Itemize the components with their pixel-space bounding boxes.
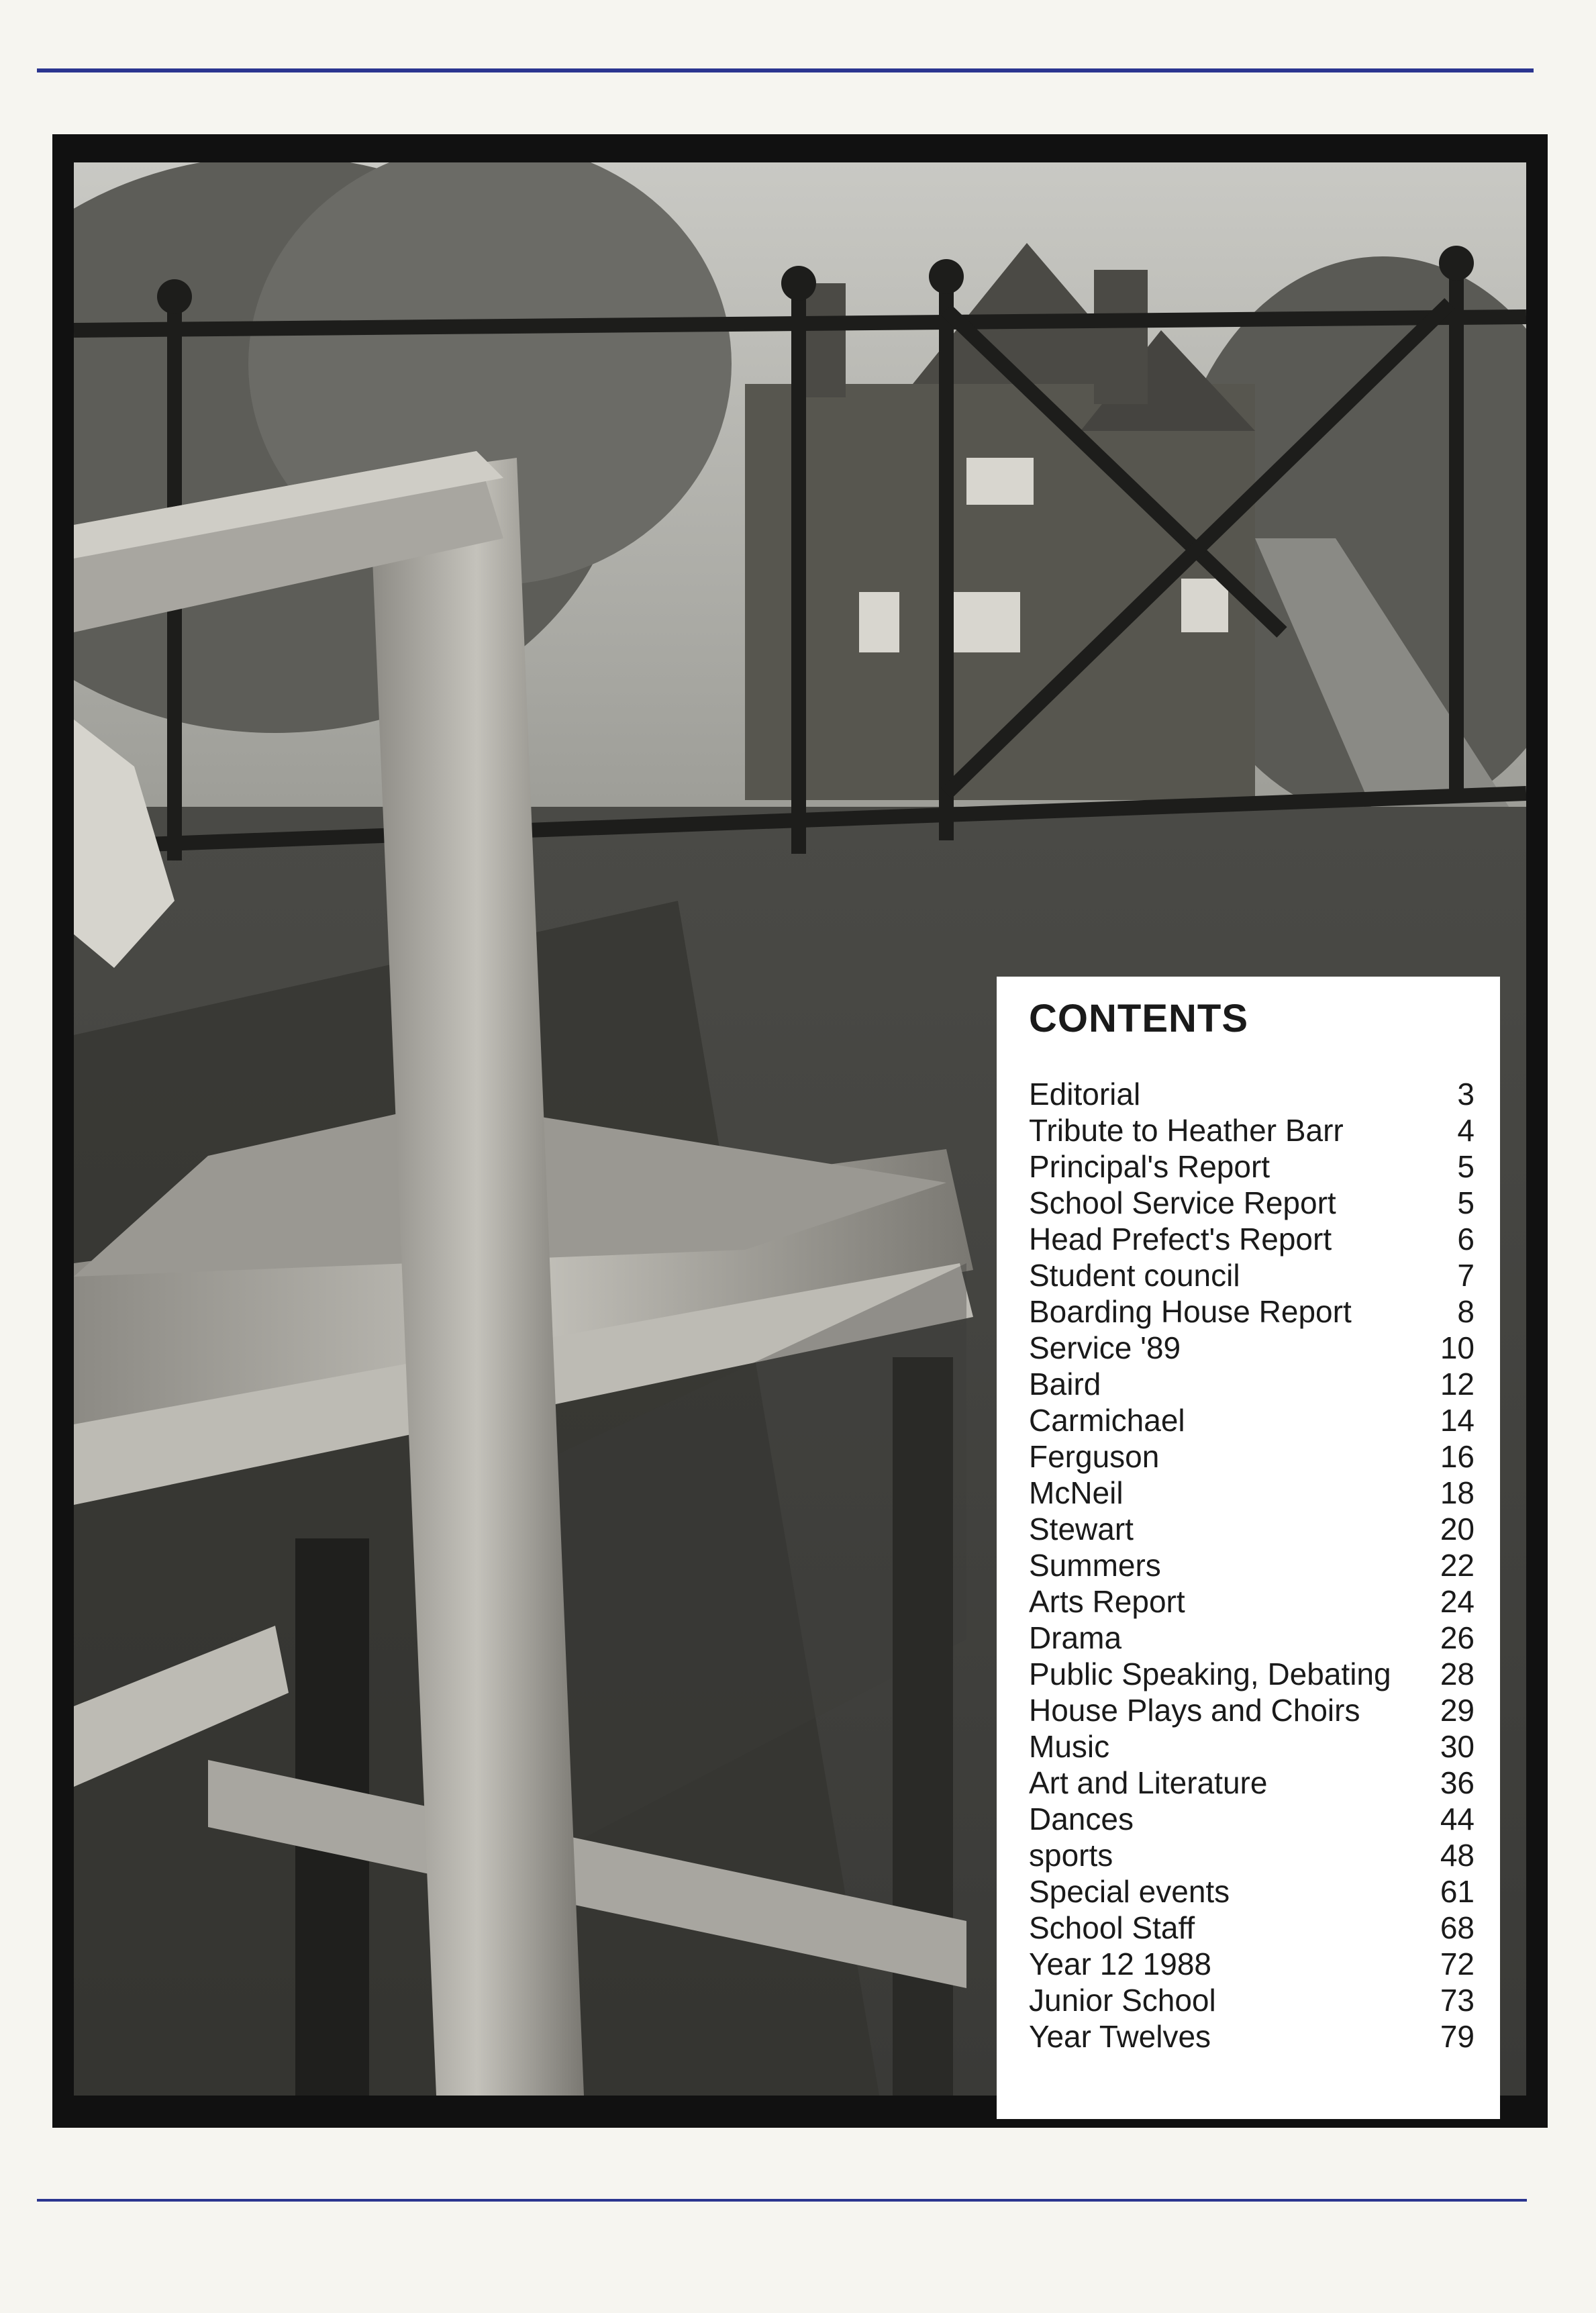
toc-page: 4: [1457, 1112, 1475, 1148]
toc-entry: [1029, 1402, 1475, 1438]
toc-page: 48: [1440, 1837, 1475, 1873]
toc-entry: [1029, 1946, 1475, 1982]
toc-entry: [1029, 1765, 1475, 1801]
toc-page: 20: [1440, 1511, 1475, 1546]
toc-label: McNeil: [1029, 1475, 1124, 1510]
toc-entry: [1029, 1293, 1475, 1330]
toc-label: School Staff: [1029, 1910, 1195, 1945]
toc-label: Dances: [1029, 1801, 1134, 1836]
toc-label: Arts Report: [1029, 1583, 1185, 1619]
toc-entry: [1029, 1185, 1475, 1221]
toc-page: 36: [1440, 1765, 1475, 1800]
toc-label: Student council: [1029, 1257, 1240, 1293]
toc-label: Art and Literature: [1029, 1765, 1268, 1800]
toc-page: 3: [1457, 1076, 1475, 1112]
toc-entry: [1029, 1475, 1475, 1511]
toc-page: 61: [1440, 1873, 1475, 1909]
toc-entry: [1029, 1910, 1475, 1946]
toc-entry: [1029, 1221, 1475, 1257]
toc-label: Summers: [1029, 1547, 1161, 1583]
toc-page: 30: [1440, 1728, 1475, 1764]
toc-label: Baird: [1029, 1366, 1101, 1401]
toc-page: 72: [1440, 1946, 1475, 1981]
toc-page: 44: [1440, 1801, 1475, 1836]
toc-entry: [1029, 1112, 1475, 1148]
toc-page: 6: [1457, 1221, 1475, 1257]
toc-page: 8: [1457, 1293, 1475, 1329]
toc-page: 10: [1440, 1330, 1475, 1365]
toc-label: Service '89: [1029, 1330, 1181, 1365]
toc-page: 16: [1440, 1438, 1475, 1474]
toc-entry: [1029, 1366, 1475, 1402]
toc-label: Ferguson: [1029, 1438, 1160, 1474]
toc-entry: [1029, 1656, 1475, 1692]
toc-label: Drama: [1029, 1620, 1122, 1655]
toc-label: Editorial: [1029, 1076, 1141, 1112]
toc-label: Boarding House Report: [1029, 1293, 1352, 1329]
toc-page: 68: [1440, 1910, 1475, 1945]
toc-label: Principal's Report: [1029, 1148, 1270, 1184]
toc-entry: [1029, 1511, 1475, 1547]
toc-page: 5: [1457, 1148, 1475, 1184]
toc-label: Stewart: [1029, 1511, 1134, 1546]
contents-panel: [997, 977, 1500, 2119]
toc-entry: [1029, 1257, 1475, 1293]
toc-label: Tribute to Heather Barr: [1029, 1112, 1344, 1148]
toc-page: 22: [1440, 1547, 1475, 1583]
toc-page: 29: [1440, 1692, 1475, 1728]
toc-entry: [1029, 1438, 1475, 1475]
toc-entry: [1029, 1547, 1475, 1583]
toc-label: Head Prefect's Report: [1029, 1221, 1332, 1257]
toc-label: Music: [1029, 1728, 1110, 1764]
toc-label: Year Twelves: [1029, 2018, 1211, 2054]
toc-page: 7: [1457, 1257, 1475, 1293]
toc-entry: [1029, 1583, 1475, 1620]
toc-page: 12: [1440, 1366, 1475, 1401]
toc-page: 28: [1440, 1656, 1475, 1691]
toc-label: Junior School: [1029, 1982, 1216, 2018]
toc-entry: [1029, 1982, 1475, 2018]
toc-page: 5: [1457, 1185, 1475, 1220]
toc-entry: [1029, 1330, 1475, 1366]
top-rule: [37, 68, 1534, 72]
bottom-rule: [37, 2199, 1527, 2202]
toc-label: sports: [1029, 1837, 1113, 1873]
toc-entry: [1029, 1076, 1475, 1112]
toc-label: Special events: [1029, 1873, 1230, 1909]
toc-entry: [1029, 1873, 1475, 1910]
toc-page: 24: [1440, 1583, 1475, 1619]
toc-page: 79: [1440, 2018, 1475, 2054]
toc-label: Public Speaking, Debating: [1029, 1656, 1391, 1691]
toc-page: 26: [1440, 1620, 1475, 1655]
toc-entry: [1029, 1728, 1475, 1765]
toc-page: 18: [1440, 1475, 1475, 1510]
toc-page: 73: [1440, 1982, 1475, 2018]
contents-title: CONTENTS: [1029, 997, 1248, 1040]
toc-label: Carmichael: [1029, 1402, 1185, 1438]
toc-entry: [1029, 1801, 1475, 1837]
toc-label: House Plays and Choirs: [1029, 1692, 1360, 1728]
toc-label: Year 12 1988: [1029, 1946, 1212, 1981]
toc-entry: [1029, 1148, 1475, 1185]
toc-entry: [1029, 1692, 1475, 1728]
toc-label: School Service Report: [1029, 1185, 1336, 1220]
toc-entry: [1029, 1620, 1475, 1656]
toc-list: [1029, 1076, 1475, 2055]
toc-entry: [1029, 1837, 1475, 1873]
toc-page: 14: [1440, 1402, 1475, 1438]
toc-entry: [1029, 2018, 1475, 2055]
